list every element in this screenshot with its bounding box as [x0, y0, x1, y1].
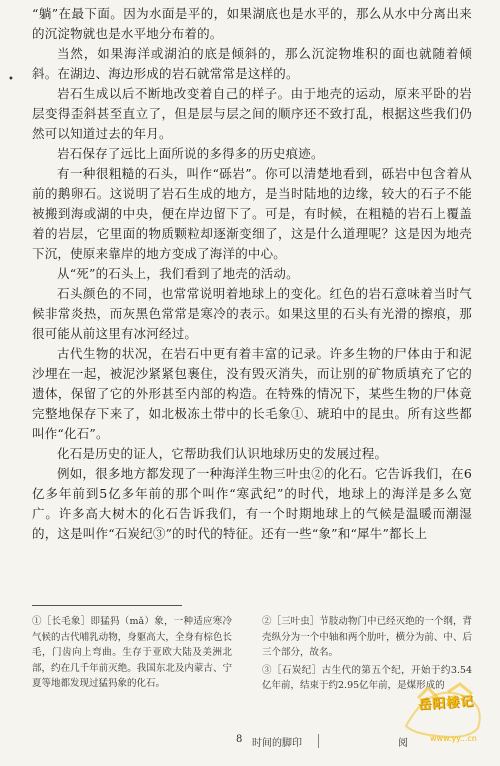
paragraph: “躺”在最下面。因为水面是平的，如果湖底也是水平的，那么从水中分离出来的沉淀物就也是水平地分布着的。	[32, 6, 472, 41]
paragraph: 石头颜色的不同，也常常说明着地球上的变化。红色的岩石意味着当时气候非常炎热，而灰黑色常常是寒冷的表示。如果这里的石头有光滑的擦痕，那很可能从前这里有冰河经过。	[32, 286, 472, 341]
section-title: 时间的脚印	[252, 738, 302, 749]
paragraph: 当然，如果海洋或湖泊的底是倾斜的，那么沉淀物堆积的面也就随着倾斜。在湖边、海边形成的岩石就常常是这样的。	[32, 46, 472, 81]
footer-right-text: 阅	[398, 738, 408, 749]
footnote: ③［石炭纪］古生代的第五个纪，开始于约3.54亿年前，结束于约2.95亿年前，是煤形成的	[262, 664, 472, 691]
paragraph: 岩石生成以后不断地改变着自己的样子。由于地壳的运动，原来平卧的岩层变得歪斜甚至直立了，但是层与层之间的顺序还不致打乱，根据这些我们仍然可以知道过去的年月。	[32, 86, 472, 141]
paragraph: 例如，很多地方都发现了一种海洋生物三叶虫②的化石。它告诉我们，在6亿多年前到5亿多年前的那个叫作“寒武纪”的时代，地球上的海洋是多么宽广。许多高大树木的化石告诉我们，有一个时期地球上的气候是温暖而潮湿的，这是叫作“石炭纪③”的时代的特征。还有一些“象”和“犀牛”都长上	[32, 466, 472, 541]
footnote-separator	[32, 605, 182, 606]
paragraph: 岩石保存了远比上面所说的多得多的历史痕迹。	[57, 146, 324, 161]
watermark-text: 岳阳楼记	[417, 694, 475, 713]
footer-divider	[318, 734, 319, 748]
body-text	[32, 4, 472, 544]
paragraph: 古代生物的状况，在岩石中更有着丰富的记录。许多生物的尸体由于和泥沙埋在一起，被泥沙紧紧包裹住，没有毁灭消失，而让别的矿物质填充了它的遗体，保留了它的外形甚至内部的构造。在特殊的情况下，某些生物的尸体竟完整地保存下来了，如北极冻土带中的长毛象①、琥珀中的昆虫。所有这些都叫作“化石”。	[32, 346, 472, 441]
margin-mark: •	[8, 74, 14, 85]
footnotes-left	[32, 614, 232, 694]
page-number: 8	[236, 734, 243, 745]
watermark-url: www.yy...cn	[430, 734, 477, 743]
paragraph: 有一种很粗糙的石头，叫作“砾岩”。你可以清楚地看到，砾岩中包含着从前的鹅卵石。这说明了岩石生成的地方，是当时陆地的边缘，较大的石子不能被搬到海或湖的中央，便在岸边留下了。可是，有时候，在粗糙的岩石上覆盖着的岩层，它里面的物质颗粒却逐渐变细了，这是什么道理呢？这是因为地壳下沉，使原来靠岸的地方变成了海洋的中心。	[32, 166, 472, 261]
footnote: ②［三叶虫］节肢动物门中已经灭绝的一个纲，背壳纵分为一个中轴和两个肋叶，横分为前、中、后三个部分，故名。	[262, 616, 472, 658]
footnote: ①［长毛象］即猛犸（mǎ）象，一种适应寒冷气候的古代哺乳动物，身躯高大，全身有棕色长毛，门齿向上弯曲。生存于亚欧大陆及美洲北部，约在几千年前灭绝。我国东北及内蒙古、宁夏等地都发现过猛犸象的化石。	[32, 616, 232, 689]
paragraph: 化石是历史的证人，它帮助我们认识地球历史的发展过程。	[57, 446, 388, 461]
paragraph: 从“死”的石头上，我们看到了地壳的活动。	[57, 266, 299, 281]
